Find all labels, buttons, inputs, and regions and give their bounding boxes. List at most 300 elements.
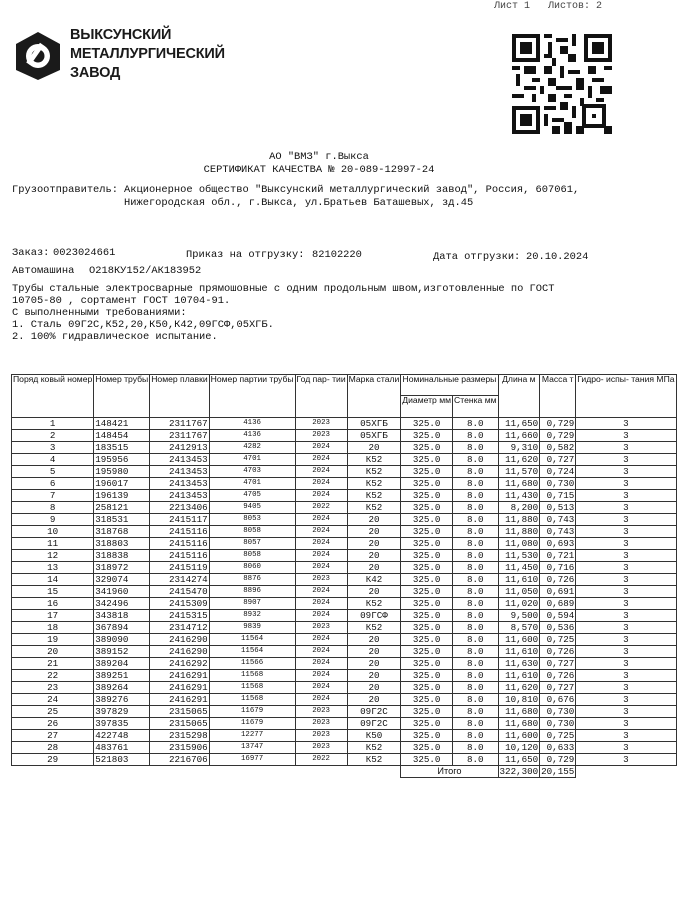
cell-pipe: 397835 xyxy=(94,718,150,730)
cell-length: 11,600 xyxy=(498,634,540,646)
cell-seq: 5 xyxy=(12,466,94,478)
cell-wall: 8.0 xyxy=(453,658,499,670)
cell-grade: 20 xyxy=(347,658,401,670)
cell-batch: 11564 xyxy=(209,646,295,658)
header-seq: Поряд ковый номер xyxy=(12,375,94,418)
ship-date-label: Дата отгрузки: xyxy=(433,251,521,263)
cell-heat: 2415116 xyxy=(150,550,209,562)
cell-seq: 20 xyxy=(12,646,94,658)
table-row xyxy=(12,490,677,502)
cell-pipe: 389264 xyxy=(94,682,150,694)
cell-hydro: 3 xyxy=(576,646,676,658)
cell-diameter: 325.0 xyxy=(401,466,453,478)
cell-pipe: 196139 xyxy=(94,490,150,502)
header-length: Длина м xyxy=(498,375,540,418)
logo-line: МЕТАЛЛУРГИЧЕСКИЙ xyxy=(70,46,225,62)
cell-seq: 6 xyxy=(12,478,94,490)
cell-pipe: 389204 xyxy=(94,658,150,670)
cell-seq: 16 xyxy=(12,598,94,610)
table-row xyxy=(12,430,677,442)
cell-year: 2024 xyxy=(295,610,347,622)
cell-batch: 11679 xyxy=(209,706,295,718)
cell-seq: 28 xyxy=(12,742,94,754)
cell-batch: 8057 xyxy=(209,538,295,550)
cell-year: 2024 xyxy=(295,550,347,562)
cell-diameter: 325.0 xyxy=(401,442,453,454)
cell-seq: 17 xyxy=(12,610,94,622)
table-row xyxy=(12,526,677,538)
cell-diameter: 325.0 xyxy=(401,694,453,706)
header-diameter: Диаметр мм xyxy=(401,396,453,418)
cell-year: 2024 xyxy=(295,478,347,490)
vehicle-label: Автомашина xyxy=(12,265,75,277)
cell-heat: 2315298 xyxy=(150,730,209,742)
cell-batch: 12277 xyxy=(209,730,295,742)
cell-mass: 0,691 xyxy=(540,586,576,598)
cell-pipe: 341960 xyxy=(94,586,150,598)
cell-pipe: 343818 xyxy=(94,610,150,622)
cell-hydro: 3 xyxy=(576,526,676,538)
cell-grade: 20 xyxy=(347,526,401,538)
cell-heat: 2416291 xyxy=(150,670,209,682)
table-row xyxy=(12,658,677,670)
cell-mass: 0,726 xyxy=(540,670,576,682)
cell-pipe: 195980 xyxy=(94,466,150,478)
cell-heat: 2415116 xyxy=(150,526,209,538)
table-row xyxy=(12,670,677,682)
cell-heat: 2415309 xyxy=(150,598,209,610)
cell-mass: 0,727 xyxy=(540,682,576,694)
header-wall: Стенка мм xyxy=(453,396,499,418)
cell-length: 9,500 xyxy=(498,610,540,622)
cell-heat: 2216706 xyxy=(150,754,209,766)
description-line: 1. Сталь 09Г2С,К52,20,К50,К42,09ГСФ,05ХГБ. xyxy=(12,319,274,331)
cell-seq: 8 xyxy=(12,502,94,514)
cell-batch: 8932 xyxy=(209,610,295,622)
cell-pipe: 397829 xyxy=(94,706,150,718)
description-line: 2. 100% гидравлическое испытание. xyxy=(12,331,218,343)
cell-pipe: 148421 xyxy=(94,418,150,430)
cell-year: 2023 xyxy=(295,742,347,754)
cell-mass: 0,633 xyxy=(540,742,576,754)
company-logo xyxy=(14,22,225,90)
cell-grade: К50 xyxy=(347,730,401,742)
cell-wall: 8.0 xyxy=(453,706,499,718)
cell-mass: 0,724 xyxy=(540,466,576,478)
table-row xyxy=(12,694,677,706)
cell-year: 2023 xyxy=(295,622,347,634)
cell-wall: 8.0 xyxy=(453,646,499,658)
description-line: Трубы стальные электросварные прямошовные с одним продольным швом,изготовленные по ГОСТ xyxy=(12,283,555,295)
table-row xyxy=(12,646,677,658)
cell-length: 11,020 xyxy=(498,598,540,610)
cell-year: 2024 xyxy=(295,634,347,646)
certificate-title: СЕРТИФИКАТ КАЧЕСТВА № 20-089-12997-24 xyxy=(203,164,435,176)
cell-diameter: 325.0 xyxy=(401,730,453,742)
cell-seq: 1 xyxy=(12,418,94,430)
cell-heat: 2412913 xyxy=(150,442,209,454)
cell-mass: 0,716 xyxy=(540,562,576,574)
cell-heat: 2413453 xyxy=(150,490,209,502)
cell-length: 11,610 xyxy=(498,574,540,586)
cell-diameter: 325.0 xyxy=(401,430,453,442)
cell-length: 11,660 xyxy=(498,430,540,442)
cell-hydro: 3 xyxy=(576,694,676,706)
cell-batch: 11564 xyxy=(209,634,295,646)
cell-pipe: 183515 xyxy=(94,442,150,454)
cell-pipe: 318803 xyxy=(94,538,150,550)
cell-length: 11,650 xyxy=(498,418,540,430)
cell-diameter: 325.0 xyxy=(401,550,453,562)
cell-hydro: 3 xyxy=(576,586,676,598)
cell-grade: К52 xyxy=(347,466,401,478)
cell-year: 2024 xyxy=(295,442,347,454)
cell-length: 11,080 xyxy=(498,538,540,550)
cell-diameter: 325.0 xyxy=(401,514,453,526)
cell-year: 2022 xyxy=(295,754,347,766)
cell-seq: 22 xyxy=(12,670,94,682)
table-row xyxy=(12,730,677,742)
cell-grade: К52 xyxy=(347,622,401,634)
cell-mass: 0,727 xyxy=(540,658,576,670)
total-mass: 20,155 xyxy=(541,766,575,777)
cell-heat: 2315906 xyxy=(150,742,209,754)
cell-grade: 09Г2С xyxy=(347,718,401,730)
table-row xyxy=(12,478,677,490)
cell-heat: 2415470 xyxy=(150,586,209,598)
cell-wall: 8.0 xyxy=(453,586,499,598)
cell-mass: 0,743 xyxy=(540,514,576,526)
cell-seq: 25 xyxy=(12,706,94,718)
cell-batch: 8907 xyxy=(209,598,295,610)
cell-wall: 8.0 xyxy=(453,670,499,682)
cell-mass: 0,693 xyxy=(540,538,576,550)
cell-year: 2024 xyxy=(295,562,347,574)
cell-diameter: 325.0 xyxy=(401,670,453,682)
cell-wall: 8.0 xyxy=(453,526,499,538)
cell-hydro: 3 xyxy=(576,502,676,514)
cell-batch: 13747 xyxy=(209,742,295,754)
cell-seq: 12 xyxy=(12,550,94,562)
cell-length: 10,120 xyxy=(498,742,540,754)
ship-order-label: Приказ на отгрузку: xyxy=(186,249,305,261)
cell-length: 11,610 xyxy=(498,670,540,682)
cell-seq: 2 xyxy=(12,430,94,442)
cell-wall: 8.0 xyxy=(453,490,499,502)
cell-hydro: 3 xyxy=(576,562,676,574)
pipe-table xyxy=(11,374,677,778)
cell-grade: 20 xyxy=(347,538,401,550)
cell-diameter: 325.0 xyxy=(401,658,453,670)
cell-batch: 11568 xyxy=(209,682,295,694)
cell-hydro: 3 xyxy=(576,466,676,478)
cell-mass: 0,727 xyxy=(540,454,576,466)
cell-diameter: 325.0 xyxy=(401,526,453,538)
cell-mass: 0,513 xyxy=(540,502,576,514)
cell-hydro: 3 xyxy=(576,490,676,502)
cell-year: 2024 xyxy=(295,538,347,550)
cell-grade: 20 xyxy=(347,514,401,526)
cell-batch: 11566 xyxy=(209,658,295,670)
cell-mass: 0,729 xyxy=(540,754,576,766)
cell-wall: 8.0 xyxy=(453,478,499,490)
logo-text xyxy=(70,26,225,83)
cell-heat: 2413453 xyxy=(150,466,209,478)
cell-hydro: 3 xyxy=(576,622,676,634)
cell-wall: 8.0 xyxy=(453,742,499,754)
table-row xyxy=(12,562,677,574)
cell-hydro: 3 xyxy=(576,574,676,586)
cell-grade: К52 xyxy=(347,478,401,490)
ship-order-number: 82102220 xyxy=(312,249,362,261)
cell-length: 11,680 xyxy=(498,718,540,730)
cell-diameter: 325.0 xyxy=(401,754,453,766)
cell-pipe: 318531 xyxy=(94,514,150,526)
cell-diameter: 325.0 xyxy=(401,598,453,610)
cell-mass: 0,582 xyxy=(540,442,576,454)
cell-diameter: 325.0 xyxy=(401,478,453,490)
cell-year: 2023 xyxy=(295,718,347,730)
header-year: Год пар- тии xyxy=(295,375,347,418)
header-heat: Номер плавки xyxy=(150,375,209,418)
cell-length: 8,570 xyxy=(498,622,540,634)
cell-seq: 9 xyxy=(12,514,94,526)
cell-hydro: 3 xyxy=(576,550,676,562)
cell-wall: 8.0 xyxy=(453,610,499,622)
cell-year: 2024 xyxy=(295,490,347,502)
cell-wall: 8.0 xyxy=(453,562,499,574)
cell-hydro: 3 xyxy=(576,682,676,694)
cell-batch: 9405 xyxy=(209,502,295,514)
cell-hydro: 3 xyxy=(576,454,676,466)
cell-length: 11,650 xyxy=(498,754,540,766)
cell-grade: К52 xyxy=(347,754,401,766)
cell-heat: 2314712 xyxy=(150,622,209,634)
table-row xyxy=(12,442,677,454)
cell-hydro: 3 xyxy=(576,730,676,742)
cell-year: 2024 xyxy=(295,526,347,538)
cell-seq: 18 xyxy=(12,622,94,634)
table-row xyxy=(12,586,677,598)
table-row xyxy=(12,418,677,430)
cell-batch: 4701 xyxy=(209,454,295,466)
cell-heat: 2415315 xyxy=(150,610,209,622)
cell-heat: 2311767 xyxy=(150,418,209,430)
cell-seq: 3 xyxy=(12,442,94,454)
cell-mass: 0,536 xyxy=(540,622,576,634)
cell-mass: 0,594 xyxy=(540,610,576,622)
cell-grade: 20 xyxy=(347,442,401,454)
cell-grade: К52 xyxy=(347,742,401,754)
cell-year: 2024 xyxy=(295,454,347,466)
cell-year: 2023 xyxy=(295,730,347,742)
cell-length: 11,450 xyxy=(498,562,540,574)
cell-pipe: 318838 xyxy=(94,550,150,562)
cell-mass: 0,729 xyxy=(540,430,576,442)
cell-diameter: 325.0 xyxy=(401,742,453,754)
cell-mass: 0,730 xyxy=(540,478,576,490)
cell-wall: 8.0 xyxy=(453,514,499,526)
cell-diameter: 325.0 xyxy=(401,586,453,598)
cell-hydro: 3 xyxy=(576,718,676,730)
cell-pipe: 521803 xyxy=(94,754,150,766)
cell-grade: 20 xyxy=(347,682,401,694)
cell-year: 2022 xyxy=(295,502,347,514)
cell-mass: 0,730 xyxy=(540,706,576,718)
cell-diameter: 325.0 xyxy=(401,610,453,622)
cell-mass: 0,721 xyxy=(540,550,576,562)
cell-heat: 2213406 xyxy=(150,502,209,514)
cell-pipe: 389276 xyxy=(94,694,150,706)
cell-hydro: 3 xyxy=(576,430,676,442)
table-row xyxy=(12,598,677,610)
cell-mass: 0,689 xyxy=(540,598,576,610)
cell-heat: 2416291 xyxy=(150,682,209,694)
cell-grade: 05ХГБ xyxy=(347,418,401,430)
cell-grade: 20 xyxy=(347,646,401,658)
cell-diameter: 325.0 xyxy=(401,538,453,550)
cell-heat: 2315065 xyxy=(150,706,209,718)
cell-hydro: 3 xyxy=(576,658,676,670)
cell-wall: 8.0 xyxy=(453,442,499,454)
cell-batch: 11568 xyxy=(209,694,295,706)
table-row xyxy=(12,682,677,694)
cell-heat: 2415116 xyxy=(150,538,209,550)
cell-seq: 26 xyxy=(12,718,94,730)
cell-pipe: 389251 xyxy=(94,670,150,682)
cell-year: 2023 xyxy=(295,574,347,586)
table-row xyxy=(12,550,677,562)
shipper-label: Грузоотправитель: xyxy=(12,184,119,196)
cell-length: 11,630 xyxy=(498,658,540,670)
cell-pipe: 367894 xyxy=(94,622,150,634)
cell-hydro: 3 xyxy=(576,742,676,754)
cell-batch: 4703 xyxy=(209,466,295,478)
cell-grade: 20 xyxy=(347,634,401,646)
cell-pipe: 389152 xyxy=(94,646,150,658)
cell-mass: 0,729 xyxy=(540,418,576,430)
cell-year: 2024 xyxy=(295,646,347,658)
cell-hydro: 3 xyxy=(576,478,676,490)
cell-heat: 2314274 xyxy=(150,574,209,586)
cell-batch: 8876 xyxy=(209,574,295,586)
cell-heat: 2416290 xyxy=(150,634,209,646)
cell-heat: 2416291 xyxy=(150,694,209,706)
cell-diameter: 325.0 xyxy=(401,634,453,646)
cell-batch: 4705 xyxy=(209,490,295,502)
cell-batch: 8058 xyxy=(209,526,295,538)
logo-line: ВЫКСУНСКИЙ xyxy=(70,27,172,43)
cell-seq: 27 xyxy=(12,730,94,742)
cell-hydro: 3 xyxy=(576,418,676,430)
cell-diameter: 325.0 xyxy=(401,682,453,694)
ship-date: 20.10.2024 xyxy=(526,251,589,263)
table-row xyxy=(12,718,677,730)
cell-length: 11,880 xyxy=(498,514,540,526)
table-row xyxy=(12,514,677,526)
order-label: Заказ: xyxy=(12,247,50,259)
header-batch: Номер партии трубы xyxy=(209,375,295,418)
cell-mass: 0,725 xyxy=(540,730,576,742)
page-counter: Лист 1 Листов: 2 xyxy=(494,1,603,12)
cell-pipe: 422748 xyxy=(94,730,150,742)
cell-year: 2024 xyxy=(295,658,347,670)
cell-batch: 9839 xyxy=(209,622,295,634)
cell-batch: 8058 xyxy=(209,550,295,562)
cell-wall: 8.0 xyxy=(453,430,499,442)
table-row xyxy=(12,610,677,622)
qr-code-icon xyxy=(512,34,612,134)
cell-year: 2024 xyxy=(295,586,347,598)
cell-seq: 14 xyxy=(12,574,94,586)
cell-pipe: 342496 xyxy=(94,598,150,610)
header-pipe: Номер трубы xyxy=(94,375,150,418)
cell-hydro: 3 xyxy=(576,538,676,550)
cell-grade: 09Г2С xyxy=(347,706,401,718)
cell-grade: 20 xyxy=(347,694,401,706)
cell-heat: 2415117 xyxy=(150,514,209,526)
cell-hydro: 3 xyxy=(576,754,676,766)
cell-wall: 8.0 xyxy=(453,694,499,706)
table-row xyxy=(12,502,677,514)
total-label: Итого xyxy=(401,766,498,778)
table-row xyxy=(12,706,677,718)
cell-batch: 4282 xyxy=(209,442,295,454)
table-row xyxy=(12,574,677,586)
cell-batch: 11679 xyxy=(209,718,295,730)
cell-pipe: 318768 xyxy=(94,526,150,538)
cell-diameter: 325.0 xyxy=(401,646,453,658)
cell-diameter: 325.0 xyxy=(401,418,453,430)
cell-diameter: 325.0 xyxy=(401,718,453,730)
cell-diameter: 325.0 xyxy=(401,454,453,466)
table-row xyxy=(12,634,677,646)
cell-length: 11,050 xyxy=(498,586,540,598)
cell-length: 11,680 xyxy=(498,706,540,718)
cell-length: 11,680 xyxy=(498,478,540,490)
cell-batch: 8896 xyxy=(209,586,295,598)
cell-seq: 13 xyxy=(12,562,94,574)
cell-diameter: 325.0 xyxy=(401,574,453,586)
cell-grade: К42 xyxy=(347,574,401,586)
cell-wall: 8.0 xyxy=(453,454,499,466)
header-hydro: Гидро- испы- тания МПа xyxy=(576,375,676,418)
cell-mass: 0,730 xyxy=(540,718,576,730)
cell-grade: К52 xyxy=(347,490,401,502)
cell-seq: 7 xyxy=(12,490,94,502)
cell-mass: 0,725 xyxy=(540,634,576,646)
cell-seq: 11 xyxy=(12,538,94,550)
cell-length: 11,430 xyxy=(498,490,540,502)
table-row xyxy=(12,622,677,634)
cell-mass: 0,715 xyxy=(540,490,576,502)
cell-length: 8,200 xyxy=(498,502,540,514)
cell-wall: 8.0 xyxy=(453,418,499,430)
cell-diameter: 325.0 xyxy=(401,706,453,718)
cell-batch: 4136 xyxy=(209,430,295,442)
cell-heat: 2413453 xyxy=(150,454,209,466)
header-grade: Марка стали xyxy=(347,375,401,418)
cell-grade: 20 xyxy=(347,562,401,574)
cell-length: 11,880 xyxy=(498,526,540,538)
table-row xyxy=(12,742,677,754)
org-name: АО "ВМЗ" г.Выкса xyxy=(269,151,369,163)
cell-year: 2024 xyxy=(295,670,347,682)
cell-grade: 20 xyxy=(347,586,401,598)
cell-pipe: 196017 xyxy=(94,478,150,490)
cell-year: 2023 xyxy=(295,430,347,442)
cell-year: 2023 xyxy=(295,706,347,718)
